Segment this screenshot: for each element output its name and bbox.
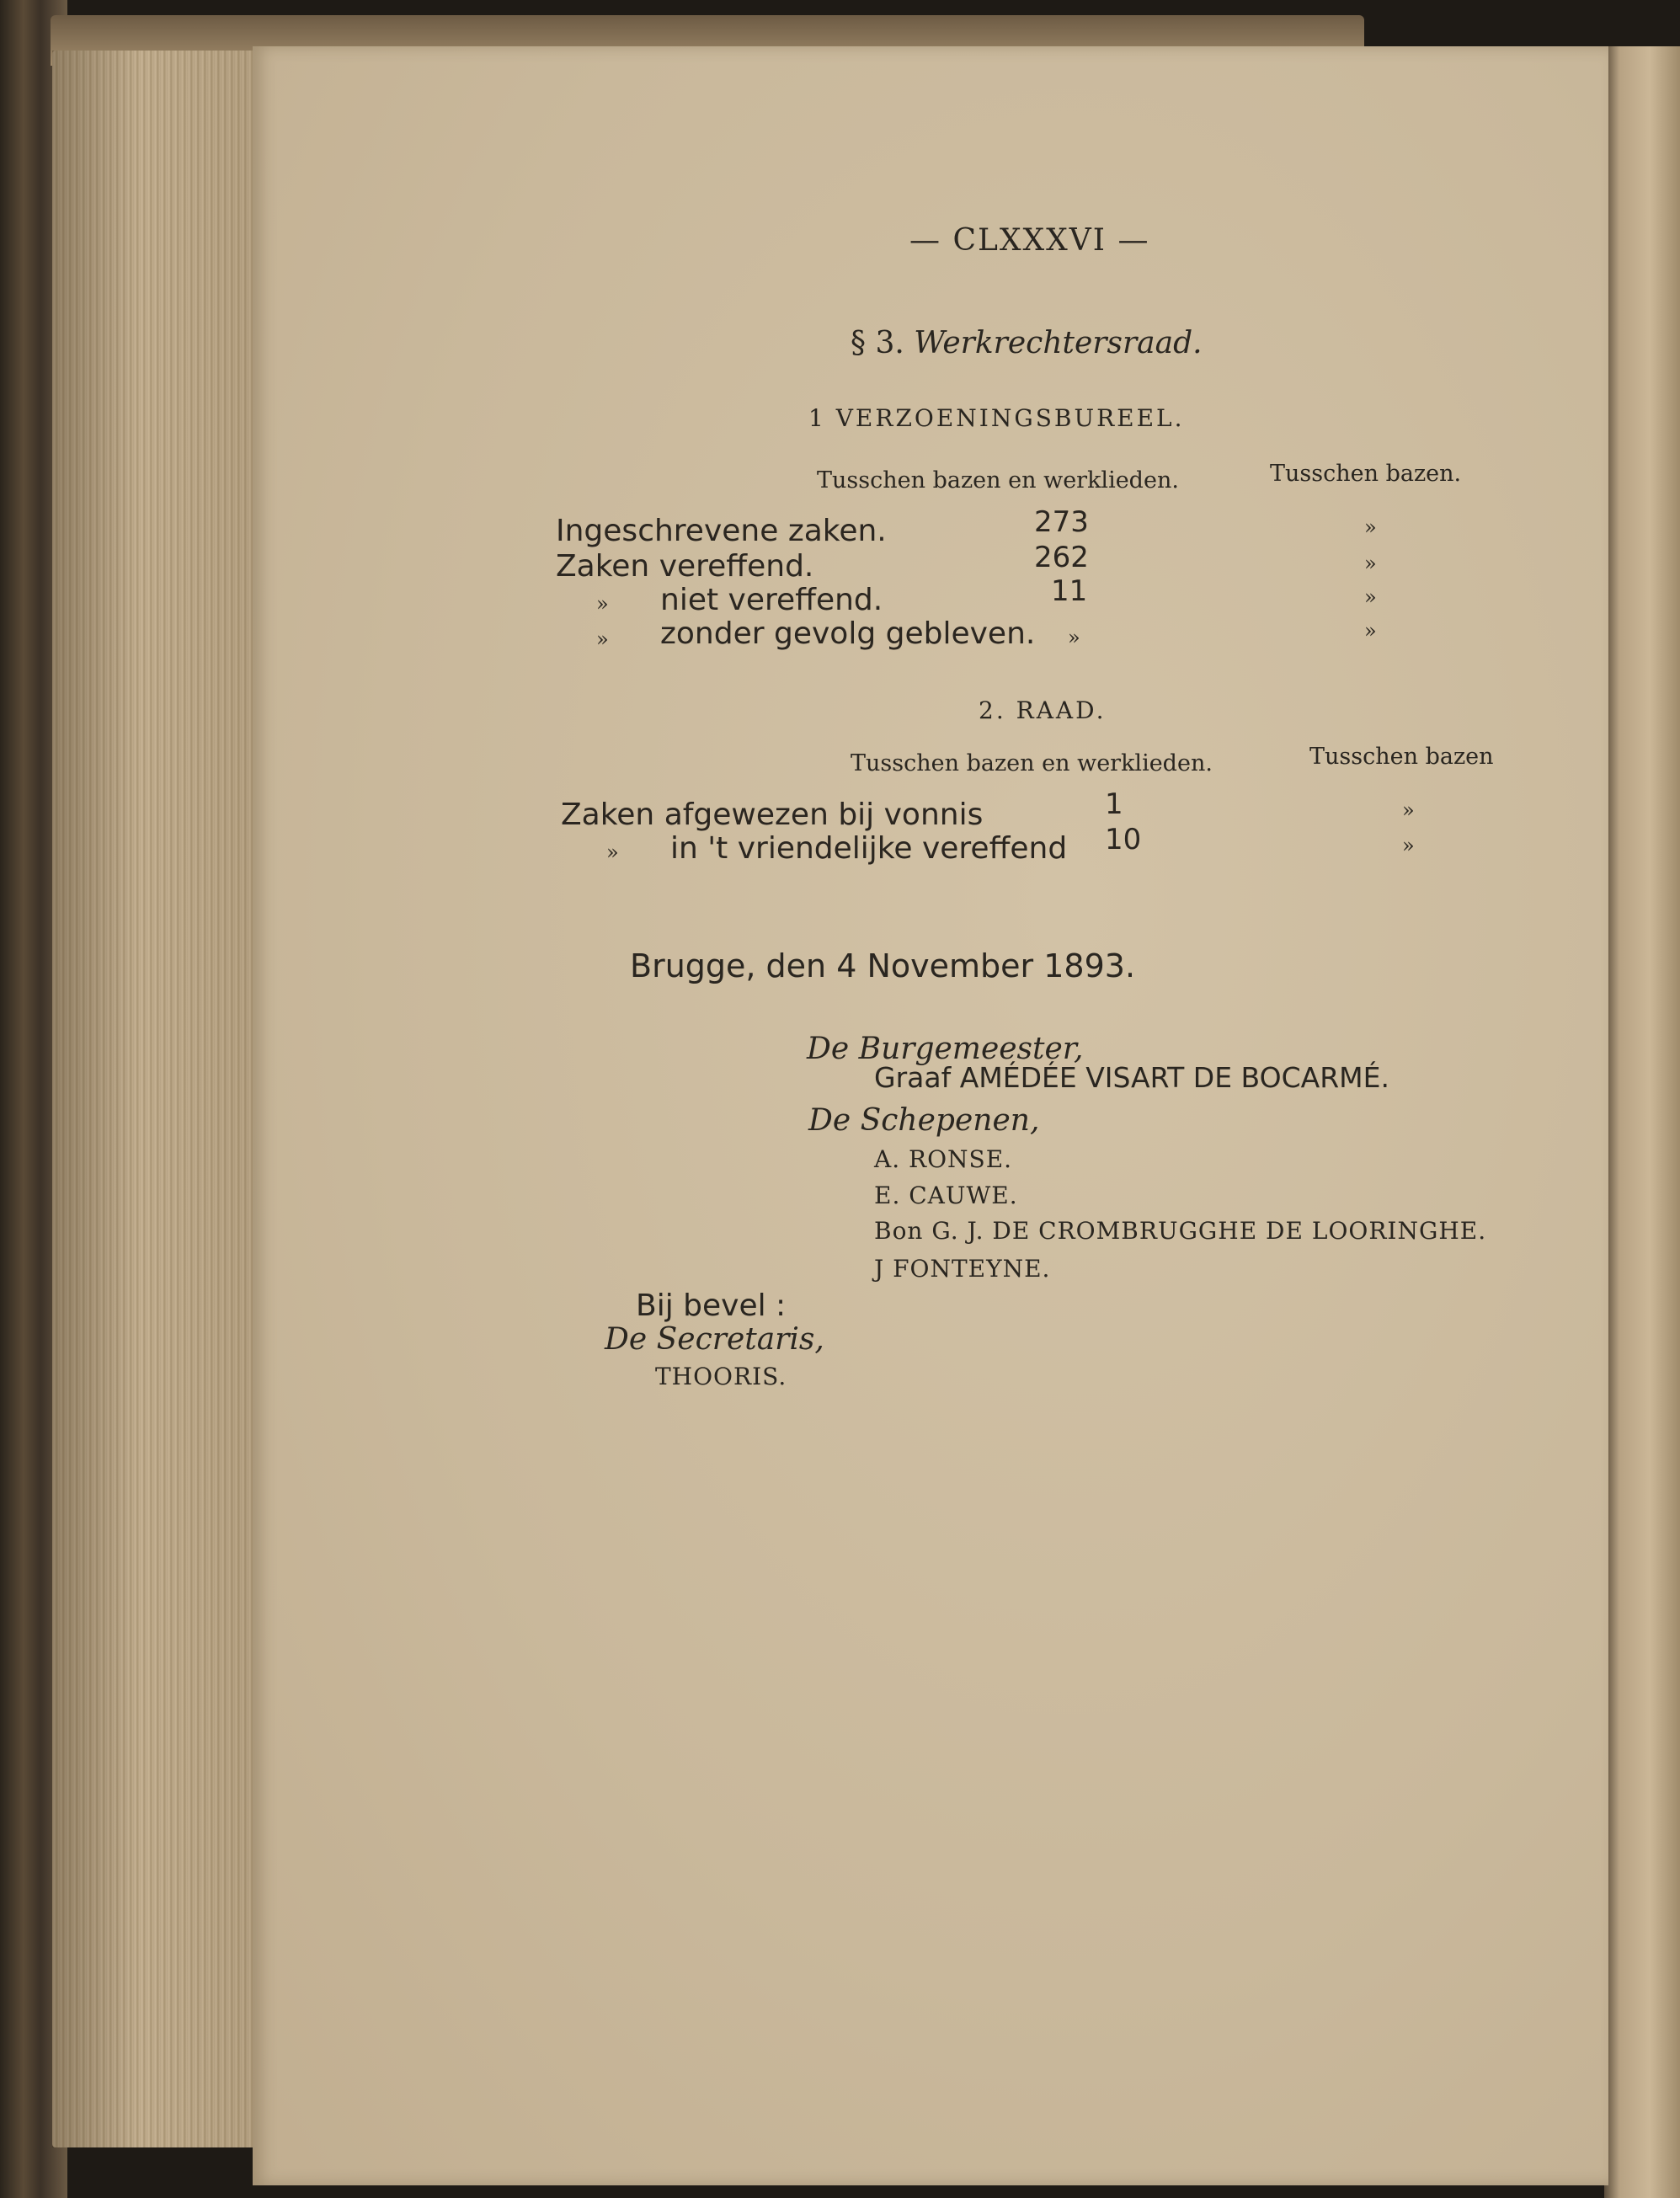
verzoening-row-3-value: 11 (1051, 574, 1088, 608)
verzoening-row-1-value: 273 (1034, 505, 1089, 539)
verzoening-row-1-label: Ingeschrevene zaken. (556, 514, 887, 548)
raad-heading: 2. RAAD. (979, 696, 1107, 724)
burgemeester-title: De Burgemeester, (807, 1032, 1084, 1066)
verzoening-row-4-label: zonder gevolg gebleven. (660, 616, 1036, 651)
section-heading (851, 326, 1203, 360)
section-title: Werkrechtersraad. (914, 326, 1203, 360)
raad-col1-header: Tusschen bazen en werklieden. (851, 750, 1213, 776)
secretaris-name: THOORIS. (655, 1363, 787, 1390)
burgemeester-name: Graaf AMÉDÉE VISART DE BOCARMÉ. (874, 1061, 1389, 1094)
verzoening-col2-header: Tusschen bazen. (1270, 461, 1462, 487)
verzoening-row-3-label: niet vereffend. (660, 583, 883, 617)
verzoening-row-1-value2: » (1364, 515, 1377, 539)
verzoening-row-4-indent: » (596, 627, 609, 651)
raad-row-2-value2: » (1402, 834, 1415, 857)
schepen-3: Bon G. J. DE CROMBRUGGHE DE LOORINGHE. (874, 1217, 1487, 1245)
verzoening-col1-header: Tusschen bazen en werklieden. (817, 467, 1179, 493)
verzoening-row-4-value2: » (1364, 619, 1377, 643)
raad-row-2-indent: » (606, 840, 619, 864)
bij-bevel: Bij bevel : (636, 1288, 787, 1323)
facing-page-edge (1604, 46, 1680, 2198)
verzoening-row-2-value: 262 (1034, 541, 1089, 574)
secretaris-title: De Secretaris, (605, 1322, 824, 1357)
schepen-4: J FONTEYNE. (874, 1255, 1051, 1283)
schepenen-title: De Schepenen, (808, 1103, 1040, 1138)
schepen-1: A. RONSE. (874, 1145, 1013, 1173)
verzoening-row-4-value: » (1068, 626, 1080, 649)
verzoening-row-2-value2: » (1364, 552, 1377, 575)
section-prefix: § 3. (851, 326, 904, 360)
raad-row-1-value: 1 (1105, 787, 1123, 821)
raad-col2-header: Tusschen bazen (1309, 744, 1494, 770)
raad-row-2-value: 10 (1105, 823, 1142, 856)
verzoening-heading: 1 VERZOENINGSBUREEL. (808, 404, 1185, 432)
raad-row-1-value2: » (1402, 798, 1415, 822)
raad-row-1-label: Zaken afgewezen bij vonnis (561, 798, 984, 832)
book-page (253, 46, 1608, 2185)
verzoening-row-2-label: Zaken vereffend. (556, 549, 814, 584)
schepen-2: E. CAUWE. (874, 1182, 1018, 1209)
page-edges-shade (52, 51, 271, 2147)
verzoening-row-3-indent: » (596, 592, 609, 616)
raad-row-2-label: in 't vriendelijke vereffend (670, 831, 1068, 866)
page-number: — CLXXXVI — (909, 223, 1150, 258)
date-line: Brugge, den 4 November 1893. (630, 947, 1136, 984)
verzoening-row-3-value2: » (1364, 585, 1377, 609)
